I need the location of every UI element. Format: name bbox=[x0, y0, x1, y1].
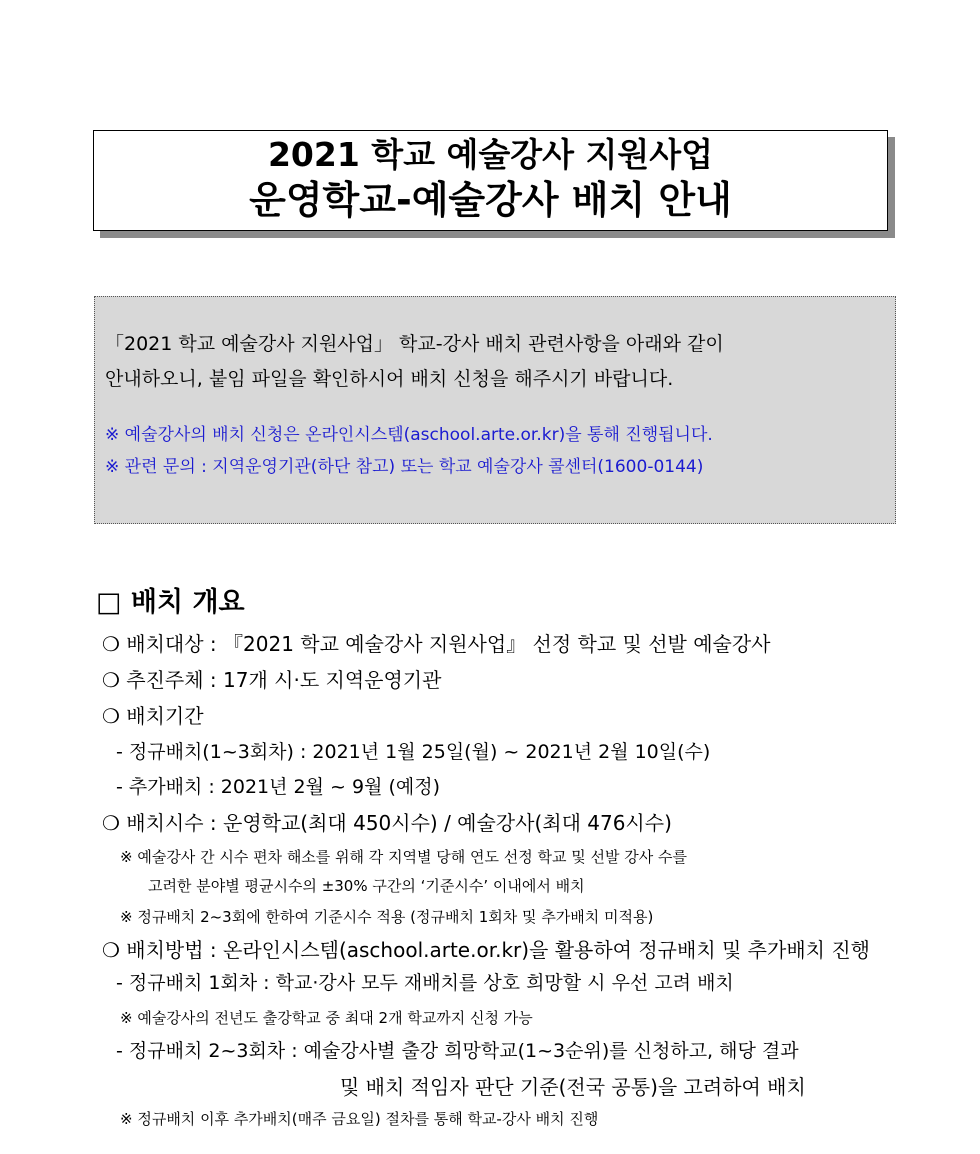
notice-main-line-1: 「2021 학교 예술강사 지원사업」 학교-강사 배치 관련사항을 아래와 같이 bbox=[105, 333, 724, 355]
notice-main-line-2: 안내하오니, 붙임 파일을 확인하시어 배치 신청을 해주시기 바랍니다. bbox=[105, 368, 674, 390]
item-method-round1: - 정규배치 1회차 : 학교·강사 모두 재배치를 상호 희망할 시 우선 고려 배치 bbox=[116, 972, 734, 994]
item-hours: ❍ 배치시수 : 운영학교(최대 450시수) / 예술강사(최대 476시수) bbox=[102, 811, 672, 835]
note-hours-3: ※ 정규배치 2~3회에 한하여 기준시수 적용 (정규배치 1회차 및 추가배치 미적용) bbox=[120, 908, 654, 926]
item-period: ❍ 배치기간 bbox=[102, 704, 204, 728]
notice-note-contact: ※ 관련 문의 : 지역운영기관(하단 참고) 또는 학교 예술강사 콜센터(1600-0144) bbox=[105, 457, 704, 477]
note-hours-2: 고려한 분야별 평균시수의 ±30% 구간의 ‘기준시수’ 이내에서 배치 bbox=[148, 877, 585, 895]
notice-note-system: ※ 예술강사의 배치 신청은 온라인시스템(aschool.arte.or.kr)을 통해 진행됩니다. bbox=[105, 425, 713, 445]
item-period-additional: - 추가배치 : 2021년 2월 ~ 9월 (예정) bbox=[116, 776, 440, 798]
item-method: ❍ 배치방법 : 온라인시스템(aschool.arte.or.kr)을 활용하여 정규배치 및 추가배치 진행 bbox=[102, 938, 870, 962]
title-box bbox=[93, 130, 888, 231]
title-line-2: 운영학교-예술강사 배치 안내 bbox=[249, 178, 732, 222]
title-line-1: 2021 학교 예술강사 지원사업 bbox=[267, 135, 714, 174]
item-method-round23-cont: 및 배치 적임자 판단 기준(전국 공통)을 고려하여 배치 bbox=[340, 1075, 806, 1099]
notice-box bbox=[94, 296, 896, 524]
item-period-regular: - 정규배치(1~3회차) : 2021년 1월 25일(월) ~ 2021년 2월 10일(수) bbox=[116, 741, 711, 763]
section-title: □ 배치 개요 bbox=[96, 587, 245, 618]
item-target: ❍ 배치대상 : 『2021 학교 예술강사 지원사업』 선정 학교 및 선발 예술강사 bbox=[102, 632, 771, 656]
note-round1: ※ 예술강사의 전년도 출강학교 중 최대 2개 학교까지 신청 가능 bbox=[120, 1009, 533, 1027]
item-method-round23: - 정규배치 2~3회차 : 예술강사별 출강 희망학교(1~3순위)를 신청하고, 해당 결과 bbox=[116, 1040, 799, 1062]
note-additional: ※ 정규배치 이후 추가배치(매주 금요일) 절차를 통해 학교-강사 배치 진행 bbox=[120, 1110, 599, 1128]
item-organizer: ❍ 추진주체 : 17개 시·도 지역운영기관 bbox=[102, 668, 442, 692]
note-hours-1: ※ 예술강사 간 시수 편차 해소를 위해 각 지역별 당해 연도 선정 학교 및 선발 강사 수를 bbox=[120, 848, 688, 866]
